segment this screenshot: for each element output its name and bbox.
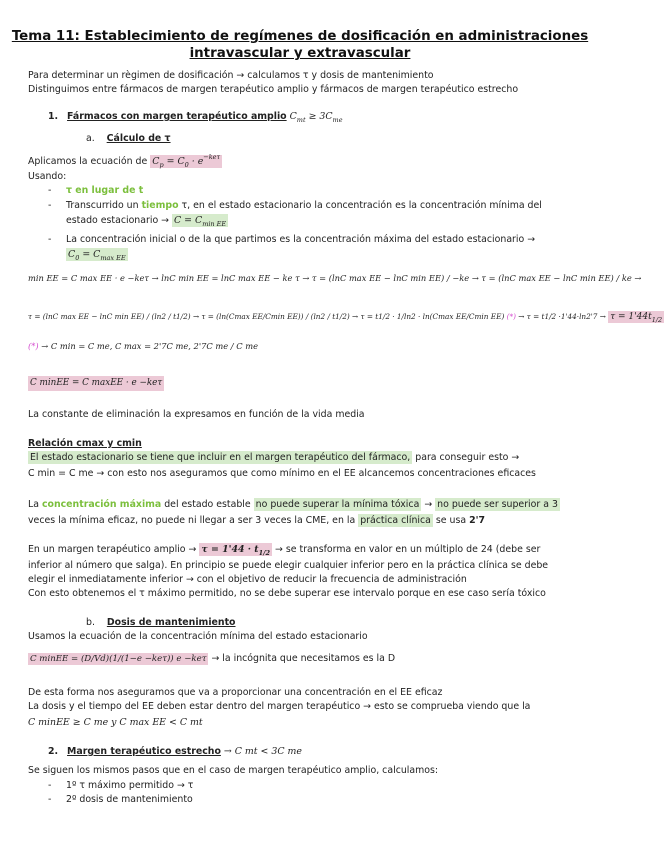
subsection-a-number: a.: [86, 133, 95, 144]
section-1-number: 1.: [48, 111, 59, 122]
section-2-heading: [48, 745, 302, 758]
bullet-3: - La concentración inicial o de la que partimos es la concentración máxima del estado estacionario →: [48, 234, 536, 245]
tiempo-highlight: tiempo: [141, 200, 179, 211]
paragraph-3-line-1: De esta forma nos aseguramos que va a proporcionar una concentración en el EE eficaz: [28, 687, 443, 698]
factor-value: 2'7: [469, 515, 486, 526]
section-2-number: 2.: [48, 746, 59, 757]
constant-text: La constante de eliminación la expresamos en función de la vida media: [28, 409, 365, 420]
intro-line-2: Distinguimos entre fármacos de margen terapéutico amplio y fármacos de margen terapéutico estrecho: [28, 84, 519, 95]
footnote-marker: (*): [506, 312, 516, 321]
relation-highlight: El estado estacionario se tiene que incluir en el margen terapéutico del fármaco,: [30, 452, 411, 463]
usando-label: Usando:: [28, 171, 67, 182]
subsection-a-heading: [86, 132, 171, 145]
paragraph-2-line-4: Con esto obtenemos el τ máximo permitido, no se debe superar ese intervalo porque en ese caso sería tóxico: [28, 588, 546, 599]
subsection-b-number: b.: [86, 617, 95, 628]
c0-equation: $C_0 = C_{max EE}$: [68, 249, 126, 262]
maintenance-text: Usamos la ecuación de la concentración mínima del estado estacionario: [28, 631, 368, 642]
paragraph-2-line-3: elegir el inmediatamente inferior → con el objetivo de reducir la frecuencia de administración: [28, 574, 467, 585]
bullet-1-text: τ en lugar de t: [66, 185, 144, 196]
section-2-condition: → C mt < 3C me: [223, 746, 302, 757]
list-dash: -: [48, 780, 52, 791]
paragraph-2-line-1: En un margen terapéutico amplio → $\tau = 1'44 \cdot t_{1/2}$ → se transforma en valor en un múltiplo de 24 (debe ser: [28, 544, 541, 557]
intro-line-1: Para determinar un règimen de dosificación → calculamos τ y dosis de mantenimiento: [28, 70, 434, 81]
section-2-title: Margen terapéutico estrecho: [67, 746, 221, 757]
bullet-2-line-2: estado estacionario → $C = C_{min EE}$: [66, 215, 227, 228]
bullet-dash: -: [48, 200, 52, 211]
toxic-limit-highlight: no puede superar la mínima tóxica: [255, 499, 420, 510]
section-2-text: Se siguen los mismos pasos que en el caso de margen terapéutico amplio, calculamos:: [28, 765, 439, 776]
relation-heading: Relación cmax y cmin: [28, 438, 142, 449]
paragraph-2-line-2: inferior al número que salga). En principio se puede elegir cualquier inferior pero en la práctica clínica se debe: [28, 560, 549, 571]
max-concentration-highlight: concentración máxima: [41, 499, 162, 510]
list-item-1: - 1º τ máximo permitido → τ: [48, 780, 194, 791]
derivation-line-2: τ = (lnC max EE − lnC min EE) / (ln2 / t1/2) → τ = (ln(Cmax EE/Cmin EE)) / (ln2 / t1/2) → τ = t1/2 · 1/ln2 · ln(Cmax EE/Cmin EE) (*) → $\tau = t1/2 \cdot 1'44\cdot\ln 2'7 \to \tau = 1'44t_{1/2}$: [28, 312, 663, 324]
paragraph-1-line-1: La concentración máxima del estado estable no puede superar la mínima tóxica → no puede ser superior a 3: [28, 499, 558, 510]
relation-line-2: C min = C me → con esto nos aseguramos que como mínimo en el EE alcancemos concentraciones eficaces: [28, 468, 536, 479]
three-times-highlight: no puede ser superior a 3: [437, 499, 558, 510]
tau-formula-box: $\tau = 1'44 \cdot t_{1/2}$: [201, 544, 271, 557]
bullet-dash: -: [48, 185, 52, 196]
footnote-marker: (*): [28, 341, 39, 351]
bullet-dash: -: [48, 234, 52, 245]
section-1-heading: [48, 110, 343, 127]
apply-equation-line: [28, 151, 222, 172]
maintenance-equation-line: C minEE = (D/Vd)(1/(1−e −keτ)) e −keτ → la incógnita que necesitamos es la D: [30, 653, 396, 664]
concentration-equation: $C_p = C_0 \cdot e^{-ke\tau}$: [152, 153, 221, 169]
subsection-b-title: Dosis de mantenimiento: [106, 617, 236, 628]
paragraph-3-equation: C minEE ≥ C me y C max EE < C mt: [28, 717, 203, 728]
relation-line-1: El estado estacionario se tiene que incluir en el margen terapéutico del fármaco, para conseguir esto →: [30, 452, 520, 463]
apply-text: Aplicamos la ecuación de: [28, 156, 148, 167]
paragraph-1-line-2: veces la mínima eficaz, no puede ni llegar a ser 3 veces la CME, en la práctica clínica se usa 2'7: [28, 515, 486, 526]
derivation-line-3: (*) → C min = C me, C max = 2'7C me, 2'7C me / C me: [28, 341, 258, 351]
tau-result-box: $\tau = 1'44t_{1/2}$: [610, 312, 663, 324]
list-dash: -: [48, 794, 52, 805]
title-line-1: Tema 11: Establecimiento de regímenes de dosificación en administraciones: [11, 29, 589, 44]
paragraph-3-line-2: La dosis y el tiempo del EE deben estar dentro del margen terapéutico → esto se comprueba viendo que la: [28, 701, 531, 712]
bullet-2: - Transcurrido un tiempo τ, en el estado estacionario la concentración es la concentración mínima del: [48, 200, 542, 211]
cmin-ee-equation: C minEE = C maxEE · e −keτ: [28, 376, 164, 391]
list-item-2: - 2º dosis de mantenimiento: [48, 794, 193, 805]
cmin-equation: $C = C_{min EE}$: [174, 215, 227, 228]
clinical-practice-highlight: práctica clínica: [360, 515, 431, 526]
bullet-3-line-2: [66, 248, 128, 265]
bullet-1: [48, 184, 143, 197]
subsection-a-title: Cálculo de τ: [106, 133, 171, 144]
section-1-condition: $C_{mt} \ge 3C_{me}$: [289, 111, 343, 124]
page-title: [0, 0, 600, 62]
title-line-2: intravascular y extravascular: [189, 46, 411, 61]
section-1-title: Fármacos con margen terapéutico amplio: [67, 111, 287, 122]
subsection-b-heading: [86, 616, 236, 629]
maintenance-equation: C minEE = (D/Vd)(1/(1−e −keτ)) e −keτ: [30, 654, 207, 664]
derivation-line-1: min EE = C max EE · e −keτ → lnC min EE = lnC max EE − ke τ → τ = (lnC max EE − lnC min EE) / −ke → τ = (lnC max EE − lnC min EE) / ke →: [28, 273, 642, 283]
